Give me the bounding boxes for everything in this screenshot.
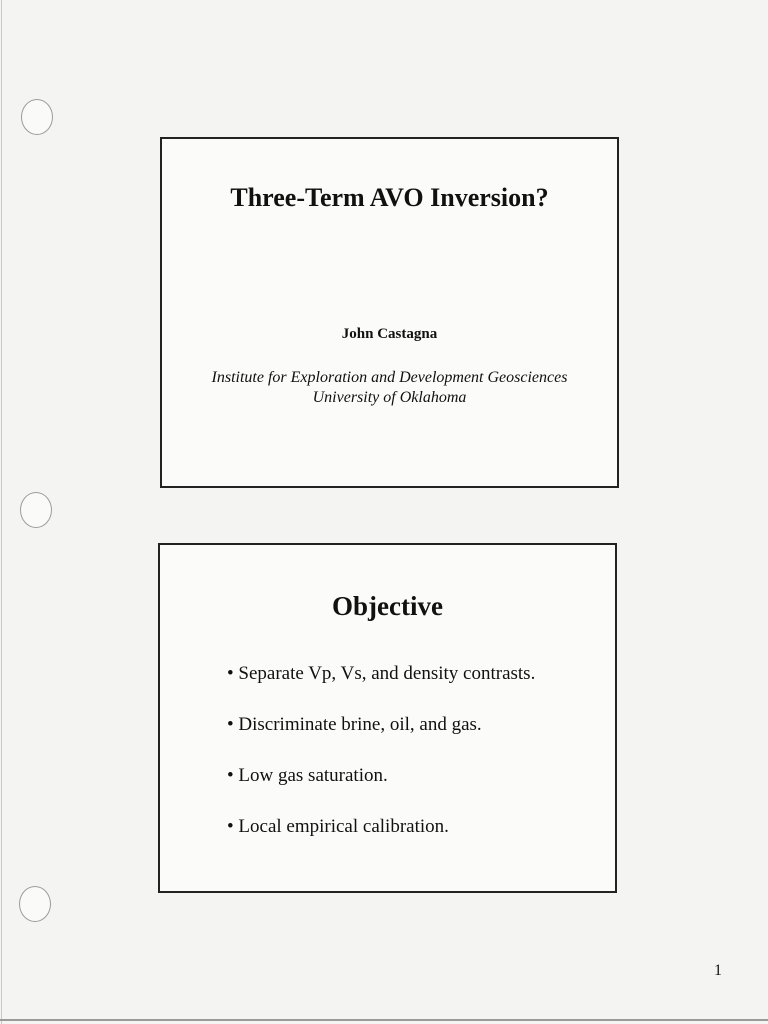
page-number: 1	[714, 962, 722, 979]
affiliation-university: University of Oklahoma	[312, 389, 467, 406]
bullet-item: • Discriminate brine, oil, and gas.	[227, 714, 482, 735]
slide-title: Three-Term AVO Inversion?	[230, 183, 549, 212]
page-left-edge	[1, 0, 2, 1024]
affiliation-institute: Institute for Exploration and Development Geosciences	[211, 369, 568, 386]
punch-hole-bottom	[19, 886, 51, 922]
author-name: John Castagna	[341, 326, 438, 342]
objective-slide	[158, 543, 617, 893]
page-bottom-edge	[0, 1019, 768, 1021]
punch-hole-middle	[20, 492, 52, 528]
bullet-item: • Separate Vp, Vs, and density contrasts.	[227, 663, 536, 684]
title-slide	[160, 137, 619, 488]
slide-title: Objective	[332, 591, 443, 621]
objective-bullet-list	[227, 663, 535, 867]
punch-hole-top	[21, 99, 53, 135]
bullet-item: • Low gas saturation.	[227, 765, 388, 786]
bullet-item: • Local empirical calibration.	[227, 816, 449, 837]
author-affiliation	[162, 368, 617, 408]
